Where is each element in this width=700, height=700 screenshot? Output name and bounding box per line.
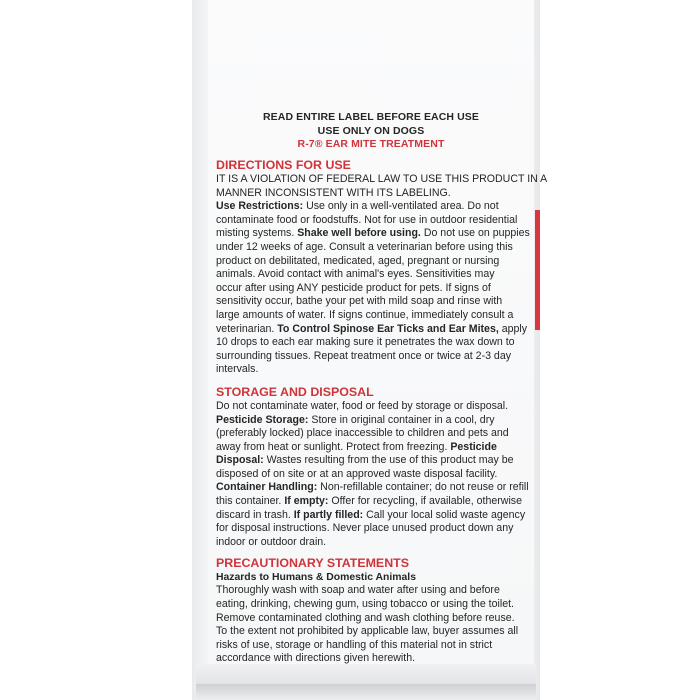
storage-line: indoor or outdoor drain. xyxy=(216,535,327,548)
directions-title: DIRECTIONS FOR USE xyxy=(216,158,351,172)
directions-section xyxy=(216,158,548,377)
directions-line: misting systems. Shake well before using. Do not use on puppies xyxy=(216,227,530,240)
precautionary-line: Remove contaminated clothing and wash clothing before reuse. xyxy=(216,611,515,624)
label-header xyxy=(208,111,534,152)
box-bottom-shadow xyxy=(196,684,536,700)
label-panel xyxy=(208,0,548,665)
if-empty-label: If empty: xyxy=(284,495,329,508)
label-body xyxy=(216,158,548,666)
directions-line: large amounts of water. If signs continue, immediately consult a xyxy=(216,308,514,321)
storage-title: STORAGE AND DISPOSAL xyxy=(216,384,374,399)
storage-line: Pesticide Storage: Store in original container in a cool, dry xyxy=(216,413,495,426)
storage-section xyxy=(216,385,528,550)
precautionary-line: Thoroughly wash with soap and water after using and before xyxy=(216,584,500,597)
directions-line: surrounding tissues. Repeat treatment once or twice at 2-3 day xyxy=(216,349,512,362)
header-read-label: READ ENTIRE LABEL BEFORE EACH USE xyxy=(262,111,480,123)
precautionary-line: accordance with directions given herewith. xyxy=(216,652,416,665)
precautionary-title: PRECAUTIONARY STATEMENTS xyxy=(216,556,409,571)
box-side-red-stripe xyxy=(535,210,540,330)
directions-line: contaminate food or foodstuffs. Not for use in outdoor residential xyxy=(216,213,518,226)
pesticide-storage-label: Pesticide Storage: xyxy=(216,413,309,426)
storage-line: away from heat or sunlight. Protect from freezing. Pesticide xyxy=(216,440,497,453)
use-restrictions-label: Use Restrictions: xyxy=(216,200,304,213)
storage-line: discard in trash. If partly filled: Call your local solid waste agency xyxy=(216,508,526,521)
directions-line: intervals. xyxy=(216,363,259,376)
storage-line: this container. If empty: Offer for recycling, if available, otherwise xyxy=(216,495,522,508)
shake-well-label: Shake well before using. xyxy=(297,227,421,240)
directions-line: veterinarian. To Control Spinose Ear Ticks and Ear Mites, apply xyxy=(216,322,528,335)
precautionary-section xyxy=(216,556,528,666)
storage-line: disposed of on site or at an approved waste disposal facility. xyxy=(216,467,498,480)
directions-line: animals. Avoid contact with animal's eyes. Sensitivities may xyxy=(216,268,495,281)
box-bottom-edge xyxy=(196,664,536,684)
header-product-name: R-7® EAR MITE TREATMENT xyxy=(297,138,445,150)
directions-line: 10 drops to each ear making sure it penetrates the wax down to xyxy=(216,336,515,349)
directions-line: under 12 weeks of age. Consult a veterinarian before using this xyxy=(216,240,513,253)
precautionary-line: To the extent not prohibited by applicable law, buyer assumes all xyxy=(216,625,519,638)
directions-line: MANNER INCONSISTENT WITH ITS LABELING. xyxy=(216,186,451,199)
storage-line: for disposal instructions. Never place unused product down any xyxy=(216,522,514,535)
pesticide-disposal-label: Pesticide xyxy=(450,440,497,453)
directions-line: occur after using ANY pesticide product for pets. If signs of xyxy=(216,281,491,294)
directions-line: Use Restrictions: Use only in a well-ventilated area. Do not xyxy=(216,200,499,213)
box-left-edge xyxy=(192,0,208,700)
directions-line: product on debilitated, medicated, aged, pregnant or nursing xyxy=(216,254,500,267)
precautionary-subtitle: Hazards to Humans & Domestic Animals xyxy=(216,572,416,584)
storage-line: Do not contaminate water, food or feed by storage or disposal. xyxy=(216,399,509,412)
ear-ticks-label: To Control Spinose Ear Ticks and Ear Mites, xyxy=(277,322,499,335)
storage-line: Disposal: Wastes resulting from the use of this product may be xyxy=(216,454,514,467)
container-handling-label: Container Handling: xyxy=(216,481,318,494)
disposal-label: Disposal: xyxy=(216,454,264,467)
storage-line: (preferably locked) place inaccessible to children and pets and xyxy=(216,427,509,440)
directions-line: sensitivity occur, bathe your pet with mild soap and rinse with xyxy=(216,295,503,308)
header-dogs-only: USE ONLY ON DOGS xyxy=(317,124,425,137)
precautionary-line: eating, drinking, chewing gum, using tobacco or using the toilet. xyxy=(216,598,514,611)
precautionary-line: risks of use, storage or handling of this material not in strict xyxy=(216,638,493,651)
if-partly-filled-label: If partly filled: xyxy=(293,508,364,521)
directions-line: IT IS A VIOLATION OF FEDERAL LAW TO USE THIS PRODUCT IN A xyxy=(216,173,548,185)
storage-line: Container Handling: Non-refillable container; do not reuse or refill xyxy=(216,481,529,494)
